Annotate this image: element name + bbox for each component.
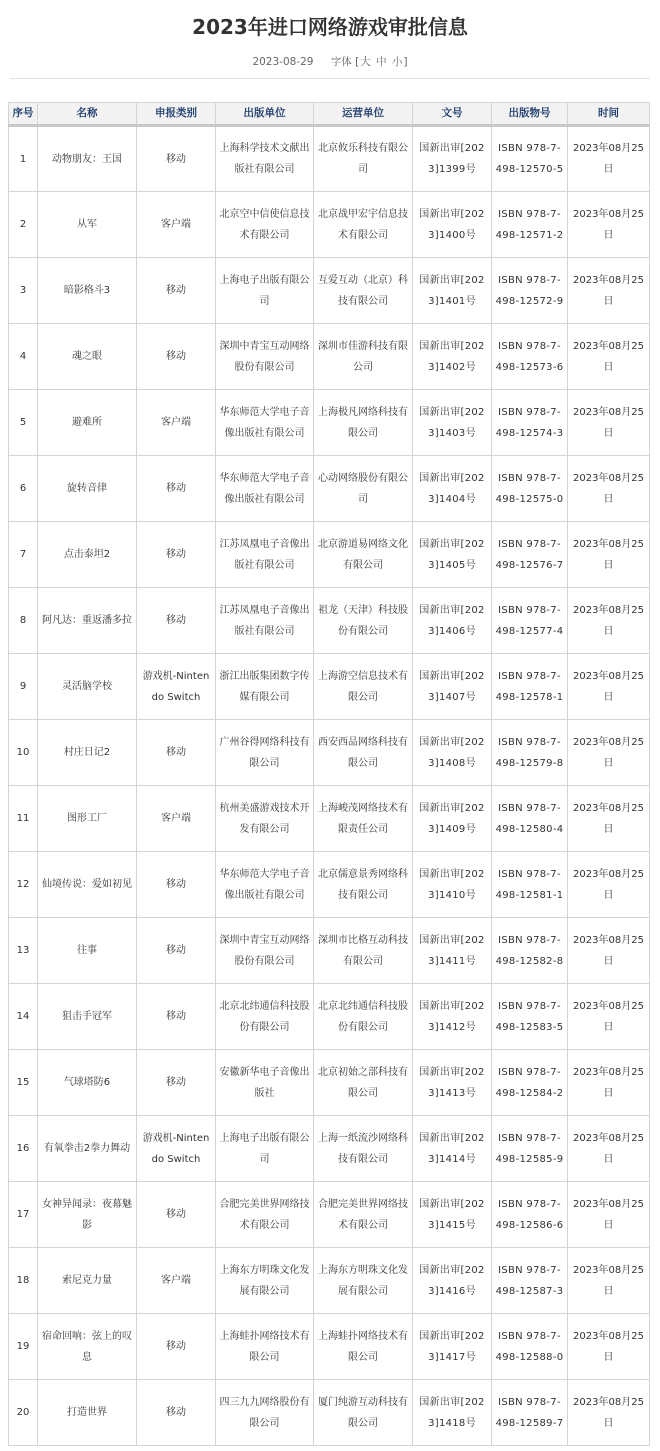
cell-date: 2023年08月25日 (568, 390, 650, 456)
header-index: 序号 (9, 103, 38, 126)
table-row (9, 390, 650, 456)
header-name: 名称 (38, 103, 137, 126)
cell-doc-number: 国新出审[2023]1401号 (413, 258, 492, 324)
table-row (9, 126, 650, 192)
font-size-switcher (331, 56, 408, 68)
table-row (9, 786, 650, 852)
header-publisher: 出版单位 (216, 103, 314, 126)
cell-isbn: ISBN 978-7-498-12588-0 (492, 1314, 568, 1380)
cell-isbn: ISBN 978-7-498-12582-8 (492, 918, 568, 984)
table-row (9, 1182, 650, 1248)
table-row (9, 1248, 650, 1314)
cell-game-name: 气球塔防6 (38, 1050, 137, 1116)
cell-isbn: ISBN 978-7-498-12584-2 (492, 1050, 568, 1116)
cell-doc-number: 国新出审[2023]1418号 (413, 1380, 492, 1446)
cell-publisher: 合肥完美世界网络技术有限公司 (216, 1182, 314, 1248)
publish-date: 2023-08-29 (252, 56, 314, 68)
cell-isbn: ISBN 978-7-498-12571-2 (492, 192, 568, 258)
cell-operator: 上海峻茂网络技术有限责任公司 (314, 786, 413, 852)
cell-date: 2023年08月25日 (568, 1182, 650, 1248)
font-bracket-close: ] (403, 56, 408, 68)
cell-publisher: 杭州美盛游戏技术开发有限公司 (216, 786, 314, 852)
table-row (9, 720, 650, 786)
cell-doc-number: 国新出审[2023]1405号 (413, 522, 492, 588)
cell-publisher: 江苏凤凰电子音像出版社有限公司 (216, 588, 314, 654)
approval-table-container (8, 102, 650, 1446)
cell-date: 2023年08月25日 (568, 522, 650, 588)
table-row (9, 1314, 650, 1380)
cell-publisher: 四三九九网络股份有限公司 (216, 1380, 314, 1446)
cell-index: 20 (9, 1380, 38, 1446)
cell-category: 移动 (137, 588, 216, 654)
table-row (9, 1380, 650, 1446)
table-header-row (9, 103, 650, 126)
cell-category: 移动 (137, 918, 216, 984)
font-size-label: 字体 (330, 56, 352, 68)
cell-game-name: 村庄日记2 (38, 720, 137, 786)
cell-date: 2023年08月25日 (568, 1116, 650, 1182)
cell-doc-number: 国新出审[2023]1403号 (413, 390, 492, 456)
cell-index: 6 (9, 456, 38, 522)
cell-operator: 西安西品网络科技有限公司 (314, 720, 413, 786)
cell-date: 2023年08月25日 (568, 654, 650, 720)
cell-publisher: 深圳中青宝互动网络股份有限公司 (216, 918, 314, 984)
cell-operator: 北京北纬通信科技股份有限公司 (314, 984, 413, 1050)
cell-date: 2023年08月25日 (568, 1050, 650, 1116)
header-operator: 运营单位 (314, 103, 413, 126)
cell-game-name: 从军 (38, 192, 137, 258)
cell-publisher: 江苏凤凰电子音像出版社有限公司 (216, 522, 314, 588)
cell-game-name: 旋转音律 (38, 456, 137, 522)
header-category: 申报类别 (137, 103, 216, 126)
cell-publisher: 上海电子出版有限公司 (216, 258, 314, 324)
header-doc-number: 文号 (413, 103, 492, 126)
cell-category: 移动 (137, 456, 216, 522)
cell-operator: 北京攸乐科技有限公司 (314, 126, 413, 192)
cell-date: 2023年08月25日 (568, 588, 650, 654)
cell-date: 2023年08月25日 (568, 984, 650, 1050)
cell-game-name: 阿凡达：重返潘多拉 (38, 588, 137, 654)
cell-operator: 厦门纯游互动科技有限公司 (314, 1380, 413, 1446)
cell-isbn: ISBN 978-7-498-12574-3 (492, 390, 568, 456)
cell-doc-number: 国新出审[2023]1408号 (413, 720, 492, 786)
cell-publisher: 北京空中信使信息技术有限公司 (216, 192, 314, 258)
cell-operator: 北京初始之部科技有限公司 (314, 1050, 413, 1116)
cell-index: 4 (9, 324, 38, 390)
table-row (9, 1050, 650, 1116)
cell-game-name: 往事 (38, 918, 137, 984)
cell-index: 12 (9, 852, 38, 918)
cell-index: 15 (9, 1050, 38, 1116)
cell-index: 17 (9, 1182, 38, 1248)
cell-index: 13 (9, 918, 38, 984)
cell-date: 2023年08月25日 (568, 456, 650, 522)
cell-category: 移动 (137, 258, 216, 324)
cell-operator: 北京游道易网络文化有限公司 (314, 522, 413, 588)
cell-game-name: 宿命回响：弦上的叹息 (38, 1314, 137, 1380)
cell-isbn: ISBN 978-7-498-12585-9 (492, 1116, 568, 1182)
cell-publisher: 北京北纬通信科技股份有限公司 (216, 984, 314, 1050)
cell-isbn: ISBN 978-7-498-12570-5 (492, 126, 568, 192)
cell-category: 移动 (137, 852, 216, 918)
cell-game-name: 仙境传说：爱如初见 (38, 852, 137, 918)
cell-publisher: 深圳中青宝互动网络股份有限公司 (216, 324, 314, 390)
cell-isbn: ISBN 978-7-498-12576-7 (492, 522, 568, 588)
cell-isbn: ISBN 978-7-498-12587-3 (492, 1248, 568, 1314)
cell-category: 游戏机-Nintendo Switch (137, 654, 216, 720)
cell-date: 2023年08月25日 (568, 1314, 650, 1380)
header-divider (10, 78, 650, 79)
table-row (9, 918, 650, 984)
cell-doc-number: 国新出审[2023]1402号 (413, 324, 492, 390)
cell-isbn: ISBN 978-7-498-12581-1 (492, 852, 568, 918)
cell-date: 2023年08月25日 (568, 324, 650, 390)
cell-isbn: ISBN 978-7-498-12572-9 (492, 258, 568, 324)
table-row (9, 654, 650, 720)
cell-publisher: 安徽新华电子音像出版社 (216, 1050, 314, 1116)
cell-doc-number: 国新出审[2023]1400号 (413, 192, 492, 258)
cell-index: 8 (9, 588, 38, 654)
cell-doc-number: 国新出审[2023]1411号 (413, 918, 492, 984)
cell-isbn: ISBN 978-7-498-12573-6 (492, 324, 568, 390)
cell-isbn: ISBN 978-7-498-12578-1 (492, 654, 568, 720)
cell-category: 客户端 (137, 1248, 216, 1314)
cell-index: 14 (9, 984, 38, 1050)
table-row (9, 324, 650, 390)
cell-category: 客户端 (137, 390, 216, 456)
cell-operator: 深圳市佳游科技有限公司 (314, 324, 413, 390)
table-row (9, 588, 650, 654)
cell-operator: 上海游空信息技术有限公司 (314, 654, 413, 720)
cell-doc-number: 国新出审[2023]1415号 (413, 1182, 492, 1248)
cell-game-name: 避难所 (38, 390, 137, 456)
cell-category: 移动 (137, 720, 216, 786)
font-size-medium-link[interactable]: 中 (376, 56, 387, 68)
font-size-small-link[interactable]: 小 (391, 56, 403, 68)
cell-game-name: 魂之眼 (38, 324, 137, 390)
cell-doc-number: 国新出审[2023]1414号 (413, 1116, 492, 1182)
cell-game-name: 打造世界 (38, 1380, 137, 1446)
cell-game-name: 索尼克力量 (38, 1248, 137, 1314)
cell-date: 2023年08月25日 (568, 1380, 650, 1446)
cell-isbn: ISBN 978-7-498-12586-6 (492, 1182, 568, 1248)
table-body (9, 126, 650, 1446)
table-row (9, 456, 650, 522)
cell-operator: 北京战甲宏宇信息技术有限公司 (314, 192, 413, 258)
table-row (9, 192, 650, 258)
cell-date: 2023年08月25日 (568, 786, 650, 852)
article-meta (0, 52, 660, 74)
cell-game-name: 有氧拳击2拳力舞动 (38, 1116, 137, 1182)
cell-game-name: 点击泰坦2 (38, 522, 137, 588)
cell-game-name: 动物朋友：王国 (38, 126, 137, 192)
cell-category: 移动 (137, 984, 216, 1050)
cell-index: 11 (9, 786, 38, 852)
cell-index: 7 (9, 522, 38, 588)
cell-publisher: 上海东方明珠文化发展有限公司 (216, 1248, 314, 1314)
cell-date: 2023年08月25日 (568, 852, 650, 918)
cell-doc-number: 国新出审[2023]1404号 (413, 456, 492, 522)
cell-index: 5 (9, 390, 38, 456)
cell-isbn: ISBN 978-7-498-12575-0 (492, 456, 568, 522)
cell-index: 2 (9, 192, 38, 258)
cell-category: 客户端 (137, 192, 216, 258)
cell-doc-number: 国新出审[2023]1412号 (413, 984, 492, 1050)
cell-index: 10 (9, 720, 38, 786)
cell-publisher: 上海蛙扑网络技术有限公司 (216, 1314, 314, 1380)
cell-doc-number: 国新出审[2023]1399号 (413, 126, 492, 192)
cell-index: 19 (9, 1314, 38, 1380)
cell-game-name: 图形工厂 (38, 786, 137, 852)
header-date: 时间 (568, 103, 650, 126)
cell-category: 移动 (137, 522, 216, 588)
cell-date: 2023年08月25日 (568, 126, 650, 192)
cell-publisher: 华东师范大学电子音像出版社有限公司 (216, 852, 314, 918)
cell-doc-number: 国新出审[2023]1407号 (413, 654, 492, 720)
cell-operator: 心动网络股份有限公司 (314, 456, 413, 522)
cell-operator: 北京儒意景秀网络科技有限公司 (314, 852, 413, 918)
cell-index: 9 (9, 654, 38, 720)
header-isbn: 出版物号 (492, 103, 568, 126)
cell-date: 2023年08月25日 (568, 720, 650, 786)
table-row (9, 258, 650, 324)
font-bracket-open: [ (355, 56, 360, 68)
cell-date: 2023年08月25日 (568, 918, 650, 984)
table-row (9, 1116, 650, 1182)
cell-category: 移动 (137, 1182, 216, 1248)
table-row (9, 984, 650, 1050)
cell-publisher: 上海电子出版有限公司 (216, 1116, 314, 1182)
cell-index: 18 (9, 1248, 38, 1314)
cell-publisher: 上海科学技术文献出版社有限公司 (216, 126, 314, 192)
cell-doc-number: 国新出审[2023]1413号 (413, 1050, 492, 1116)
cell-operator: 上海东方明珠文化发展有限公司 (314, 1248, 413, 1314)
table-row (9, 522, 650, 588)
cell-isbn: ISBN 978-7-498-12579-8 (492, 720, 568, 786)
cell-publisher: 浙江出版集团数字传媒有限公司 (216, 654, 314, 720)
cell-category: 移动 (137, 324, 216, 390)
cell-category: 移动 (137, 126, 216, 192)
cell-isbn: ISBN 978-7-498-12589-7 (492, 1380, 568, 1446)
cell-game-name: 灵活脑学校 (38, 654, 137, 720)
cell-doc-number: 国新出审[2023]1410号 (413, 852, 492, 918)
cell-doc-number: 国新出审[2023]1409号 (413, 786, 492, 852)
font-size-large-link[interactable]: 大 (360, 56, 371, 68)
cell-operator: 合肥完美世界网络技术有限公司 (314, 1182, 413, 1248)
cell-category: 移动 (137, 1314, 216, 1380)
cell-doc-number: 国新出审[2023]1406号 (413, 588, 492, 654)
cell-publisher: 广州谷得网络科技有限公司 (216, 720, 314, 786)
cell-category: 游戏机-Nintendo Switch (137, 1116, 216, 1182)
cell-index: 16 (9, 1116, 38, 1182)
cell-game-name: 狙击手冠军 (38, 984, 137, 1050)
cell-operator: 互爱互动（北京）科技有限公司 (314, 258, 413, 324)
cell-operator: 上海极凡网络科技有限公司 (314, 390, 413, 456)
cell-operator: 祖龙（天津）科技股份有限公司 (314, 588, 413, 654)
cell-doc-number: 国新出审[2023]1417号 (413, 1314, 492, 1380)
cell-operator: 上海蛙扑网络技术有限公司 (314, 1314, 413, 1380)
cell-doc-number: 国新出审[2023]1416号 (413, 1248, 492, 1314)
cell-isbn: ISBN 978-7-498-12577-4 (492, 588, 568, 654)
page-title: 2023年进口网络游戏审批信息 (192, 15, 468, 39)
cell-index: 3 (9, 258, 38, 324)
cell-operator: 深圳市比格互动科技有限公司 (314, 918, 413, 984)
cell-game-name: 女神异闻录：夜幕魅影 (38, 1182, 137, 1248)
cell-publisher: 华东师范大学电子音像出版社有限公司 (216, 390, 314, 456)
table-row (9, 852, 650, 918)
cell-date: 2023年08月25日 (568, 258, 650, 324)
approval-table (8, 102, 650, 1446)
cell-date: 2023年08月25日 (568, 192, 650, 258)
cell-publisher: 华东师范大学电子音像出版社有限公司 (216, 456, 314, 522)
cell-operator: 上海一纸流沙网络科技有限公司 (314, 1116, 413, 1182)
cell-category: 移动 (137, 1380, 216, 1446)
cell-game-name: 暗影格斗3 (38, 258, 137, 324)
cell-isbn: ISBN 978-7-498-12580-4 (492, 786, 568, 852)
cell-category: 客户端 (137, 786, 216, 852)
cell-index: 1 (9, 126, 38, 192)
cell-category: 移动 (137, 1050, 216, 1116)
cell-date: 2023年08月25日 (568, 1248, 650, 1314)
cell-isbn: ISBN 978-7-498-12583-5 (492, 984, 568, 1050)
